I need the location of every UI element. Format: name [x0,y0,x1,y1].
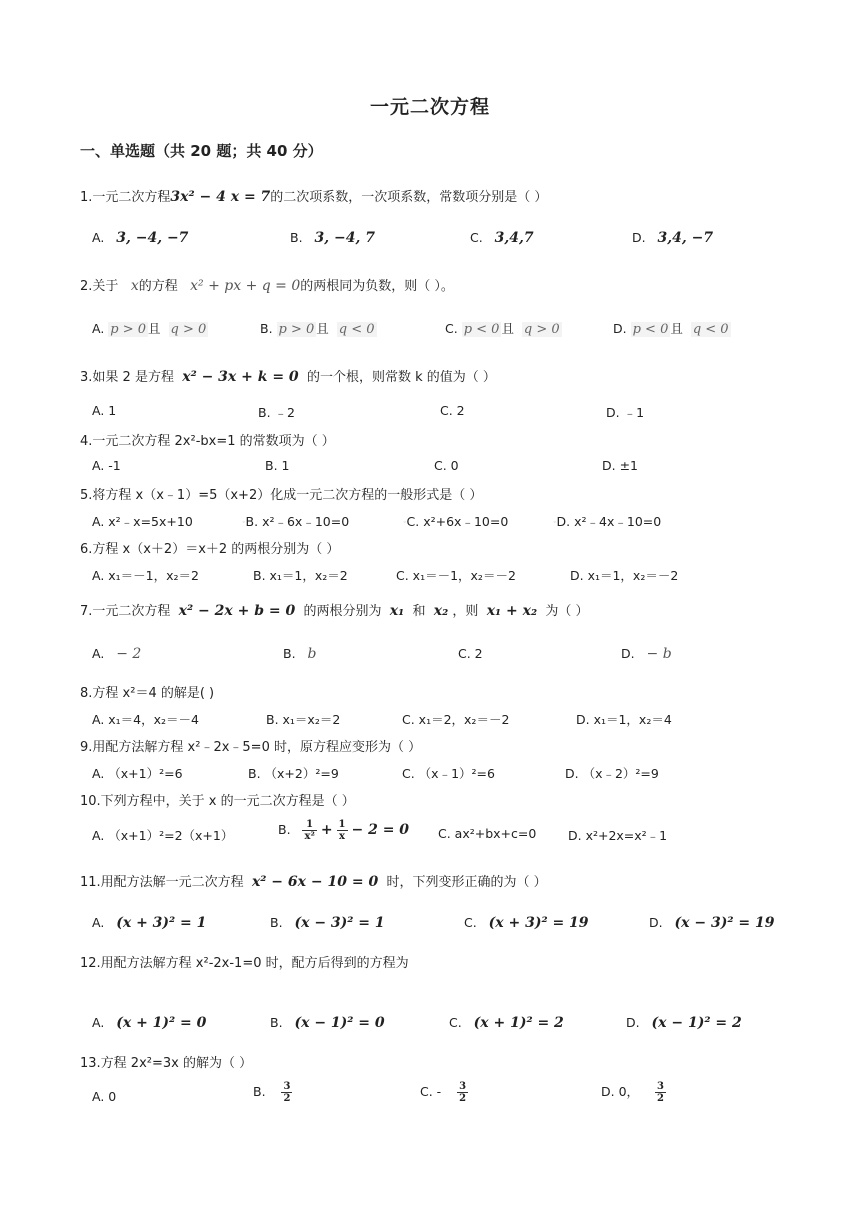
option-c[interactable]: C. x₁＝－1，x₂＝－2 [396,568,516,583]
option-a[interactable]: A. p > 0 且 q > 0 [92,321,207,337]
option-c[interactable]: C. 3,4,7 [470,230,534,246]
equation: x² + px + q = 0 [190,278,301,294]
option-c[interactable]: C. 0 [434,458,459,473]
fraction: $\frac{3}{2}$ [283,1081,291,1104]
option-b[interactable]: B. 1 [265,458,290,473]
option-a[interactable]: A. -1 [92,458,121,473]
option-a[interactable]: A. （x+1）²=2（x+1） [92,828,234,843]
option-a[interactable]: A. 1 [92,403,117,418]
option-c[interactable]: C. (x + 1)² = 2 [449,1015,564,1031]
option-b[interactable]: B. x₁＝x₂＝2 [266,712,341,727]
option-b[interactable]: B. （x+2）²=9 [248,766,339,781]
option-c[interactable]: C. ax²+bx+c=0 [438,826,537,841]
option-b[interactable]: B. p > 0 且 q < 0 [260,321,375,337]
option-d[interactable]: D. (x − 3)² = 19 [649,915,775,931]
equation: 3x² − 4 x = 7 [170,189,271,205]
option-b[interactable]: B. 3, −4, 7 [290,230,375,246]
option-c[interactable]: C. x₁＝2，x₂＝－2 [402,712,510,727]
question-8: 8.方程 x²＝4 的解是( ) [80,686,215,701]
question-3: 3.如果 2 是方程 x² − 3x + k = 0 的一个根，则常数 k 的值为（ ） [80,369,496,385]
option-a[interactable]: A. x₁＝－1，x₂＝2 [92,568,200,583]
option-a[interactable]: A. − 2 [92,646,142,662]
option-a[interactable]: A. （x+1）²=6 [92,766,183,781]
option-b[interactable]: ◦B. x²﹣6x﹣10=0 [242,514,350,529]
equation: x² − 6x − 10 = 0 [251,874,379,890]
option-a[interactable]: A. x₁＝4，x₂＝－4 [92,712,200,727]
option-d[interactable]: D. ±1 [602,458,638,473]
option-a[interactable]: A. 0 [92,1089,117,1104]
option-b[interactable]: B. (x − 1)² = 0 [270,1015,385,1031]
option-d[interactable]: D. (x − 1)² = 2 [626,1015,742,1031]
option-b[interactable]: B. $\frac{1}{\text{x²}}$ + $\frac{1}{x}$ − 2 = 0 [278,819,410,842]
option-a[interactable]: A. x²﹣x=5x+10 [92,514,193,529]
question-9: 9.用配方法解方程 x²﹣2x﹣5=0 时，原方程应变形为（ ） [80,740,422,755]
fraction: $\frac{1}{\text{x²}}$ [304,819,315,842]
question-7: 7.一元二次方程 x² − 2x + b = 0 的两根分别为 x₁ 和 x₂ ，则 x₁ + x₂ 为（ ） [80,603,589,619]
option-d[interactable]: D. x₁＝1，x₂＝－2 [570,568,679,583]
equation: x² − 3x + k = 0 [182,369,299,385]
option-c[interactable]: ◦C. x²+6x﹣10=0 [403,514,509,529]
option-d[interactable]: D. ﹣1 [606,405,645,420]
option-a[interactable]: A. (x + 3)² = 1 [92,915,207,931]
option-a[interactable]: A. (x + 1)² = 0 [92,1015,207,1031]
question-4: 4.一元二次方程 2x²-bx=1 的常数项为（ ） [80,434,335,449]
question-6: 6.方程 x（x＋2）＝x＋2 的两根分别为（ ） [80,542,340,557]
option-d[interactable]: D. x²+2x=x²﹣1 [568,828,668,843]
option-c[interactable]: C. - $\frac{3}{2}$ [420,1081,467,1104]
option-b[interactable]: B. $\frac{3}{2}$ [253,1081,291,1104]
question-13: 13.方程 2x²=3x 的解为（ ） [80,1056,253,1071]
question-1: 1.一元二次方程3x² − 4 x = 7的二次项系数，一次项系数，常数项分别是（ ） [80,189,548,205]
option-d[interactable]: D. （x﹣2）²=9 [565,766,659,781]
option-c[interactable]: C. 2 [458,646,483,661]
option-b[interactable]: B. (x − 3)² = 1 [270,915,385,931]
question-2: 2.关于 x的方程 x² + px + q = 0的两根同为负数，则（ ）。 [80,278,454,294]
fraction: $\frac{1}{x}$ [338,819,346,842]
question-5: 5.将方程 x（x﹣1）=5（x+2）化成一元二次方程的一般形式是（ ） [80,488,483,503]
option-a[interactable]: A. 3, −4, −7 [92,230,189,246]
option-d[interactable]: D. x₁＝1，x₂＝4 [576,712,672,727]
fraction: $\frac{3}{2}$ [656,1081,664,1104]
option-d[interactable]: ◦D. x²﹣4x﹣10=0 [553,514,662,529]
question-12: 12.用配方法解方程 x²-2x-1=0 时，配方后得到的方程为 [80,956,409,971]
fraction: $\frac{3}{2}$ [459,1081,467,1104]
option-b[interactable]: B. x₁＝1，x₂＝2 [253,568,348,583]
option-c[interactable]: C. (x + 3)² = 19 [464,915,589,931]
option-c[interactable]: C. p < 0 且 q > 0 [445,321,560,337]
option-b[interactable]: B. b [283,646,317,662]
option-d[interactable]: D. − b [621,646,672,662]
equation: x² − 2x + b = 0 [178,603,296,619]
option-d[interactable]: D. 0， $\frac{3}{2}$ [601,1081,664,1104]
option-c[interactable]: C. （x﹣1）²=6 [402,766,495,781]
option-b[interactable]: B. ﹣2 [258,405,295,420]
option-c[interactable]: C. 2 [440,403,465,418]
section-heading: 一、单选题（共 20 题；共 40 分） [80,142,323,160]
question-10: 10.下列方程中，关于 x 的一元二次方程是（ ） [80,794,355,809]
question-11: 11.用配方法解一元二次方程 x² − 6x − 10 = 0 时，下列变形正确的为（ ） [80,874,547,890]
option-d[interactable]: D. 3,4, −7 [632,230,714,246]
option-d[interactable]: D. p < 0 且 q < 0 [613,321,729,337]
page-title: 一元二次方程 [369,96,490,118]
